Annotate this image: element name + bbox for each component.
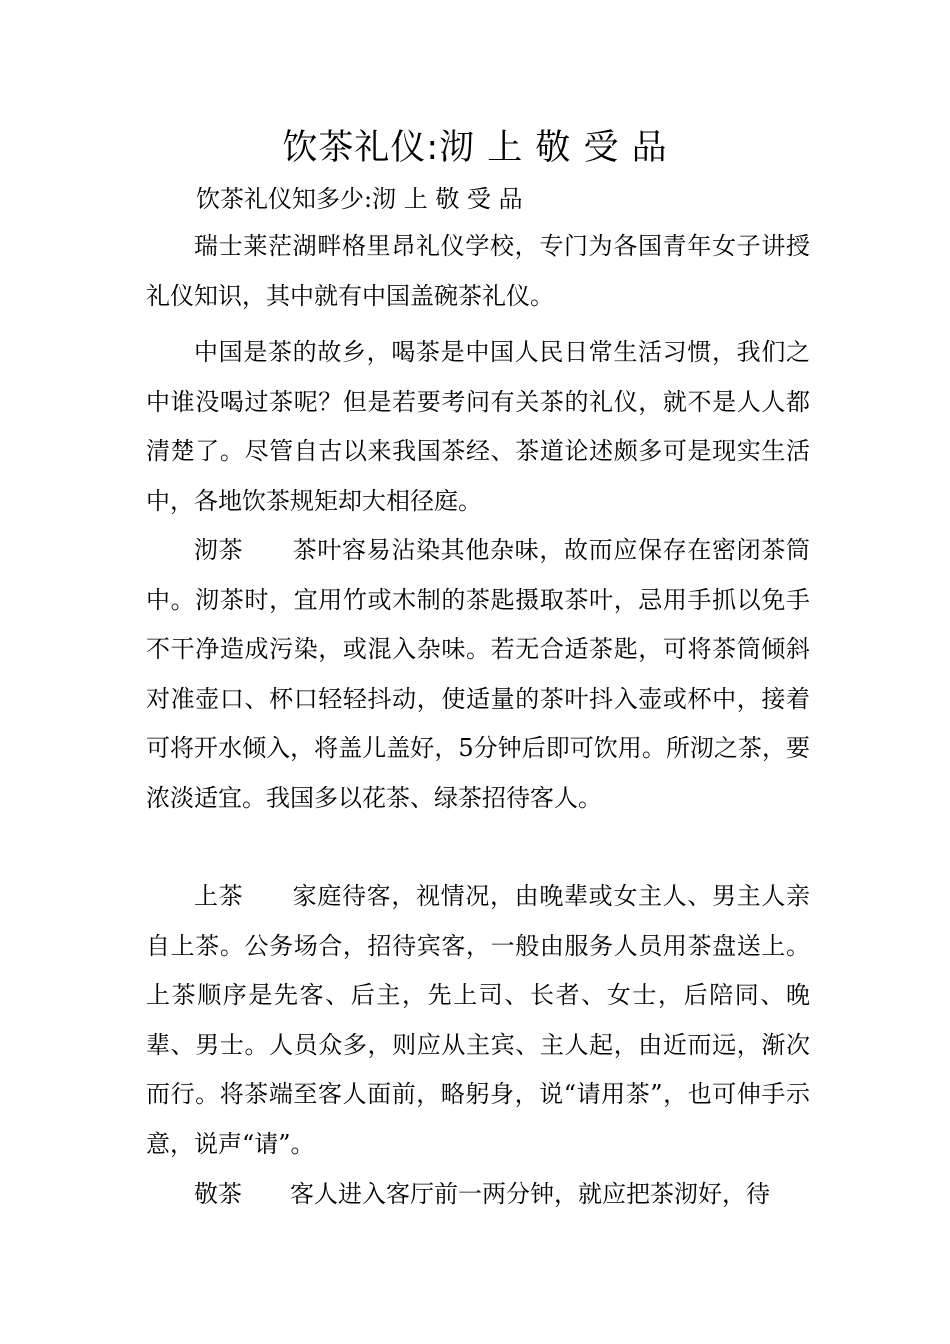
document-title: 饮茶礼仪:沏 上 敬 受 品	[282, 128, 668, 168]
paragraph-serving-tea: 上茶 家庭待客，视情况，由晚辈或女主人、男主人亲自上茶。公务场合，招待宾客，一般由服务人员用茶盘送上。上茶顺序是先客、后主，先上司、长者、女士，后陪同、晚辈、男士。人员众多，则应从主宾、主人起，由近而远，渐次而行。将茶端至客人面前，略躬身，说“请用茶”，也可伸手示意，说声“请”。	[146, 882, 810, 1158]
document-subtitle: 饮茶礼仪知多少:沏 上 敬 受 品	[196, 185, 523, 213]
paragraph-brewing-tea: 沏茶 茶叶容易沾染其他杂味，故而应保存在密闭茶筒中。沏茶时，宜用竹或木制的茶匙摄取茶叶，忌用手抓以免手不干净造成污染，或混入杂味。若无合适茶匙，可将茶筒倾斜对准壶口、杯口轻轻抖动，使适量的茶叶抖入壶或杯中，接着可将开水倾入，将盖儿盖好，5分钟后即可饮用。所沏之茶，要浓淡适宜。我国多以花茶、绿茶招待客人。	[146, 536, 810, 812]
paragraph-offering-tea: 敬茶 客人进入客厅前一两分钟，就应把茶沏好，待	[194, 1180, 770, 1208]
paragraph-background: 中国是茶的故乡，喝茶是中国人民日常生活习惯，我们之中谁没喝过茶呢？但是若要考问有关茶的礼仪，就不是人人都清楚了。尽管自古以来我国茶经、茶道论述颇多可是现实生活中，各地饮茶规矩却大相径庭。	[146, 338, 810, 515]
paragraph-intro: 瑞士莱茫湖畔格里昂礼仪学校，专门为各国青年女子讲授礼仪知识，其中就有中国盖碗茶礼仪。	[146, 232, 810, 310]
